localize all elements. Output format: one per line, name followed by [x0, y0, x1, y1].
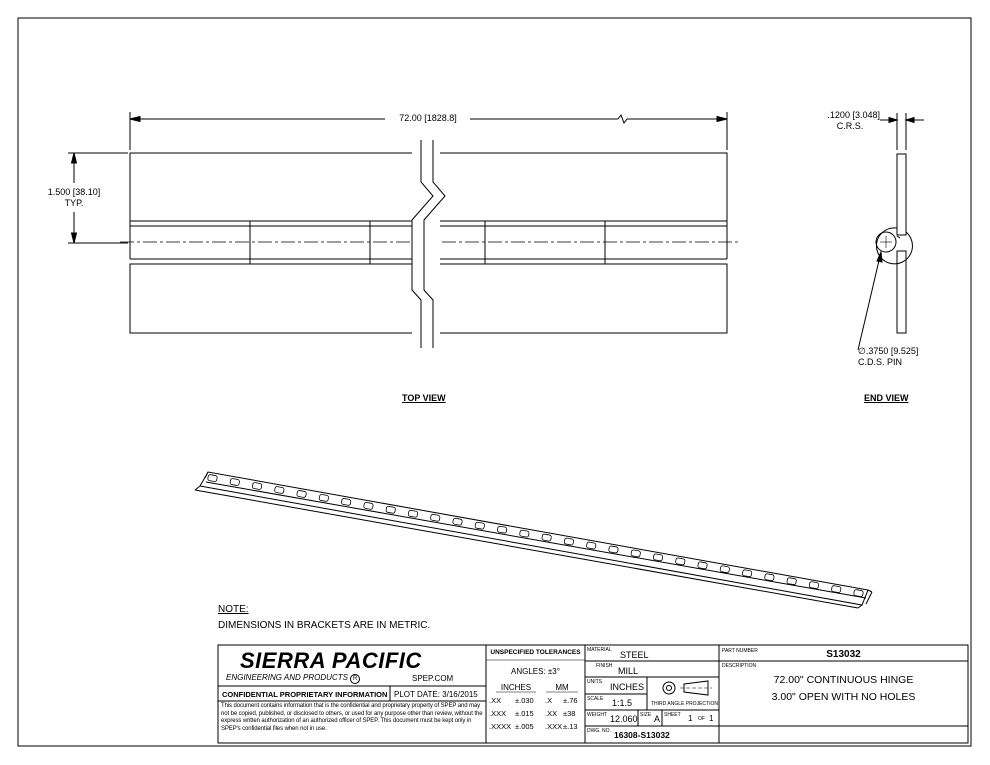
thickness-dim-value: .1200: [827, 110, 850, 120]
tolerances-inches-header: INCHES: [500, 683, 532, 692]
thickness-note: C.R.S.: [836, 121, 864, 131]
width-dim-metric: [38.10]: [72, 187, 101, 197]
tol-in-value: ±.015: [515, 709, 534, 718]
part-number-label: PART NUMBER: [722, 648, 758, 654]
plot-date: PLOT DATE: 3/16/2015: [394, 690, 478, 699]
pin-dim-value: ∅.3750: [858, 346, 889, 356]
length-dim-metric: [1828.8]: [424, 113, 457, 123]
tolerance-row: [489, 722, 583, 735]
sheet-value: 1: [688, 714, 693, 723]
description-label: DESCRIPTION: [722, 663, 757, 669]
description-line-2: 3.00" OPEN WITH NO HOLES: [771, 691, 916, 703]
tolerance-row: [489, 709, 583, 722]
sheet-label: SHEET: [664, 712, 681, 718]
length-dimension: [388, 113, 468, 123]
end-view-label: END VIEW: [864, 393, 909, 403]
disclaimer-text: This document contains information that is the confidential and proprietary property of SPEP and may not be copied, published, or disclosed to others, or used for any purpose other than review, without the express written authorization of an authorized officer of SPEP. This document must be kept only in SPEP's confidential files when not in use.: [221, 703, 483, 733]
tol-mm-value: ±38: [563, 709, 576, 718]
size-value: A: [654, 714, 661, 724]
finish-label: FINISH: [596, 663, 613, 669]
registered-mark: R: [350, 674, 360, 684]
tol-mm-format: .XX: [545, 709, 558, 718]
sheet-total: 1: [709, 714, 714, 723]
tol-in-value: ±.005: [515, 722, 534, 731]
width-dimension: [34, 187, 114, 209]
dwg-label: DWG. NO.: [587, 728, 611, 734]
sheet-of-label: OF: [698, 716, 705, 722]
width-dim-note: TYP.: [64, 198, 84, 208]
tol-mm-value: ±.13: [563, 722, 578, 731]
tol-mm-format: .XXX: [545, 722, 563, 731]
tolerances-angles: ANGLES: ±3°: [511, 667, 560, 676]
material-value: STEEL: [620, 650, 649, 660]
tolerances-title: UNSPECIFIED TOLERANCES: [490, 649, 581, 656]
scale-value: 1:1.5: [612, 698, 633, 708]
note-heading: NOTE:: [218, 604, 249, 615]
company-name: SIERRA PACIFIC: [240, 648, 422, 673]
tol-mm-value: ±.76: [563, 696, 578, 705]
pin-dim-metric: [9.525]: [890, 346, 919, 356]
weight-value: 12.060: [610, 714, 638, 724]
part-number: S13032: [826, 649, 861, 660]
tolerance-table: [489, 696, 583, 735]
units-value: INCHES: [610, 682, 645, 692]
tol-in-value: ±.030: [515, 696, 534, 705]
dwg-number: 16308-S13032: [614, 730, 670, 740]
scale-label: SCALE: [587, 696, 604, 702]
tol-mm-format: .X: [545, 696, 553, 705]
tol-in-format: .XXX: [489, 709, 507, 718]
weight-label: WEIGHT: [587, 712, 607, 718]
tolerances-mm-header: MM: [555, 683, 569, 692]
finish-value: MILL: [618, 666, 639, 676]
tol-in-format: .XX: [489, 696, 502, 705]
confidential-label: CONFIDENTIAL PROPRIETARY INFORMATION: [222, 690, 388, 699]
company-website: SPEP.COM: [412, 674, 454, 683]
company-subtitle: [226, 673, 360, 684]
width-dim-value: 1.500: [47, 187, 71, 197]
pin-dimension: [858, 346, 948, 368]
company-sub-text: ENGINEERING AND PRODUCTS: [226, 673, 348, 682]
description-line-1: 72.00" CONTINUOUS HINGE: [773, 674, 914, 686]
note-text: DIMENSIONS IN BRACKETS ARE IN METRIC.: [218, 620, 431, 631]
projection-label: THIRD ANGLE PROJECTION: [651, 701, 718, 707]
size-label: SIZE: [640, 712, 652, 718]
thickness-dimension: [800, 110, 880, 132]
tolerance-row: [489, 696, 583, 709]
pin-note: C.D.S. PIN: [858, 357, 903, 367]
thickness-dim-metric: [3.048]: [852, 110, 880, 120]
material-label: MATERIAL: [587, 647, 612, 653]
units-label: UNITS: [587, 679, 602, 685]
tol-in-format: .XXXX: [489, 722, 512, 731]
top-view-label: TOP VIEW: [402, 393, 446, 403]
length-dim-value: 72.00: [399, 113, 422, 123]
